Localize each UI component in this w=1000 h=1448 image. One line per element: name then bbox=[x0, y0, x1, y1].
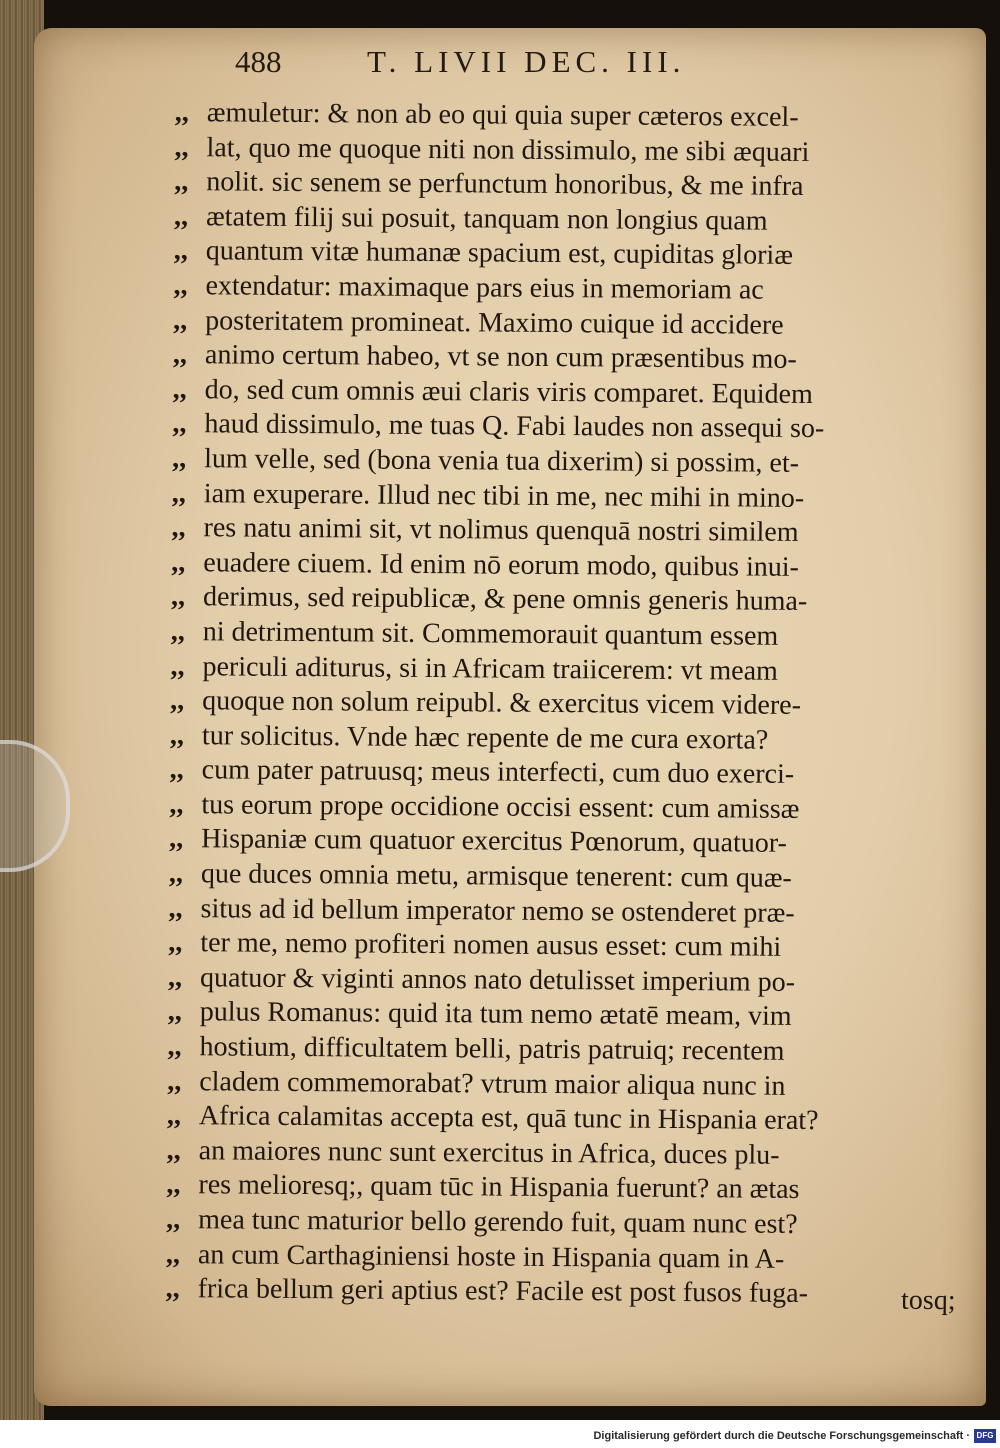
body-text bbox=[165, 96, 964, 1317]
line-text: situs ad id bellum imperator nemo se ostenderet præ- bbox=[200, 892, 795, 929]
line-text: quoque non solum reipubl. & exercitus vicem videre- bbox=[202, 685, 802, 722]
line-text: nolit. sic senem se perfunctum honoribus, & me infra bbox=[206, 166, 804, 203]
line-text: euadere ciuem. Id enim nō eorum modo, quibus inui- bbox=[203, 546, 800, 583]
quotation-mark: ,, bbox=[169, 823, 184, 855]
quotation-mark: ,, bbox=[173, 200, 189, 232]
quotation-mark: ,, bbox=[168, 858, 184, 890]
line-text: tur solicitus. Vnde hæc repente de me cura exorta? bbox=[201, 719, 769, 756]
line-text: an cum Carthaginiensi hoste in Hispania quam in A- bbox=[197, 1238, 785, 1275]
quotation-mark: ,, bbox=[170, 581, 186, 613]
line-text: Hispaniæ cum quatuor exercitus Pœnorum, quatuor- bbox=[201, 823, 788, 860]
quotation-mark: ,, bbox=[167, 1065, 182, 1097]
line-text: iam exuperare. Illud nec tibi in me, nec mihi in mino- bbox=[203, 477, 805, 514]
line-text: quatuor & viginti annos nato detulisset imperium po- bbox=[199, 962, 796, 998]
running-head bbox=[235, 44, 855, 88]
quotation-mark: ,, bbox=[171, 477, 187, 509]
quotation-mark: ,, bbox=[170, 650, 185, 682]
quotation-mark: ,, bbox=[167, 961, 183, 993]
dfg-logo: DFG bbox=[974, 1429, 996, 1443]
quotation-mark: ,, bbox=[173, 269, 188, 302]
line-text: an maiores nunc sunt exercitus in Africa, duces plu- bbox=[198, 1135, 780, 1171]
line-text: æmuletur: & non ab eo qui quia super cæteros excel- bbox=[206, 97, 799, 133]
quotation-mark: ,, bbox=[169, 788, 184, 820]
line-text: tus eorum prope occidione occisi essent: cum amissæ bbox=[201, 789, 800, 825]
quotation-mark: ,, bbox=[172, 408, 187, 440]
quotation-mark: ,, bbox=[166, 1203, 181, 1236]
quotation-mark: ,, bbox=[165, 1238, 181, 1270]
quotation-mark: ,, bbox=[167, 996, 182, 1028]
quotation-mark: ,, bbox=[174, 96, 189, 129]
quotation-mark: ,, bbox=[172, 339, 188, 371]
quotation-mark: ,, bbox=[170, 615, 185, 647]
funding-credit: Digitalisierung gefördert durch die Deutsche Forschungsgemeinschaft · bbox=[593, 1430, 970, 1442]
quotation-mark: ,, bbox=[173, 304, 188, 336]
quotation-mark: ,, bbox=[165, 1273, 180, 1305]
line-text: res natu animi sit, vt nolimus quenquā nostri similem bbox=[203, 512, 799, 549]
quotation-mark: ,, bbox=[172, 373, 187, 405]
quotation-mark: ,, bbox=[172, 442, 187, 475]
line-text: quantum vitæ humanæ spacium est, cupiditas gloriæ bbox=[205, 235, 794, 272]
line-text: mea tunc maturior bello gerendo fuit, quam nunc est? bbox=[198, 1204, 798, 1240]
quotation-mark: ,, bbox=[174, 131, 189, 163]
line-text: que duces omnia metu, armisque tenerent: cum quæ- bbox=[200, 858, 792, 894]
running-title: T. LIVII DEC. III. bbox=[367, 44, 686, 79]
line-text: do, sed cum omnis æui claris viris comparet. Equidem bbox=[204, 373, 813, 410]
line-text: cum pater patruusq; meus interfecti, cum duo exerci- bbox=[201, 754, 795, 791]
page-number: 488 bbox=[235, 44, 282, 79]
quotation-mark: ,, bbox=[168, 927, 183, 959]
line-text: hostium, difficultatem belli, patris patruiq; recentem bbox=[199, 1031, 785, 1067]
line-text: periculi aditurus, si in Africam traiicerem: vt meam bbox=[202, 650, 779, 687]
quotation-mark: ,, bbox=[173, 235, 188, 267]
quotation-mark: ,, bbox=[166, 1100, 182, 1132]
quotation-mark: ,, bbox=[169, 754, 184, 786]
line-text: derimus, sed reipublicæ, & pene omnis generis huma- bbox=[202, 581, 808, 618]
footer-bar bbox=[0, 1420, 1000, 1448]
line-text: ni detrimentum sit. Commemorauit quantum essem bbox=[202, 616, 779, 652]
line-text: animo certum habeo, vt se non cum præsentibus mo- bbox=[204, 339, 797, 376]
line-text: lum velle, sed (bona venia tua dixerim) si possim, et- bbox=[204, 443, 800, 479]
catchword: tosq; bbox=[900, 1284, 956, 1317]
quotation-mark: ,, bbox=[167, 1031, 182, 1063]
quotation-mark: ,, bbox=[166, 1169, 181, 1201]
line-text: ter me, nemo profiteri nomen ausus esset: cum mihi bbox=[200, 927, 782, 964]
quotation-mark: ,, bbox=[170, 685, 185, 717]
line-text: res melioresq;, quam tūc in Hispania fuerunt? an ætas bbox=[198, 1169, 800, 1206]
quotation-mark: ,, bbox=[166, 1134, 181, 1166]
line-text: Africa calamitas accepta est, quā tunc in Hispania erat? bbox=[198, 1100, 819, 1137]
line-text: haud dissimulo, me tuas Q. Fabi laudes non assequi so- bbox=[204, 408, 825, 445]
quotation-mark: ,, bbox=[174, 166, 189, 198]
line-text: ætatem filij sui posuit, tanquam non longius quam bbox=[205, 201, 768, 237]
line-text: extendatur: maximaque pars eius in memoriam ac bbox=[205, 270, 764, 306]
text-lines bbox=[165, 96, 964, 1313]
quotation-mark: ,, bbox=[171, 546, 186, 578]
quotation-mark: ,, bbox=[169, 719, 185, 751]
line-text: posteritatem promineat. Maximo cuique id accidere bbox=[205, 304, 784, 341]
quotation-mark: ,, bbox=[171, 512, 186, 544]
line-text: frica bellum geri aptius est? Facile est post fusos fuga- bbox=[197, 1273, 809, 1310]
line-text: cladem commemorabat? vtrum maior aliqua nunc in bbox=[199, 1065, 786, 1102]
quotation-mark: ,, bbox=[168, 892, 183, 924]
line-text: pulus Romanus: quid ita tum nemo ætatē meam, vim bbox=[199, 996, 792, 1033]
text-line bbox=[165, 1272, 955, 1313]
line-text: lat, quo me quoque niti non dissimulo, me sibi æquari bbox=[206, 131, 810, 168]
